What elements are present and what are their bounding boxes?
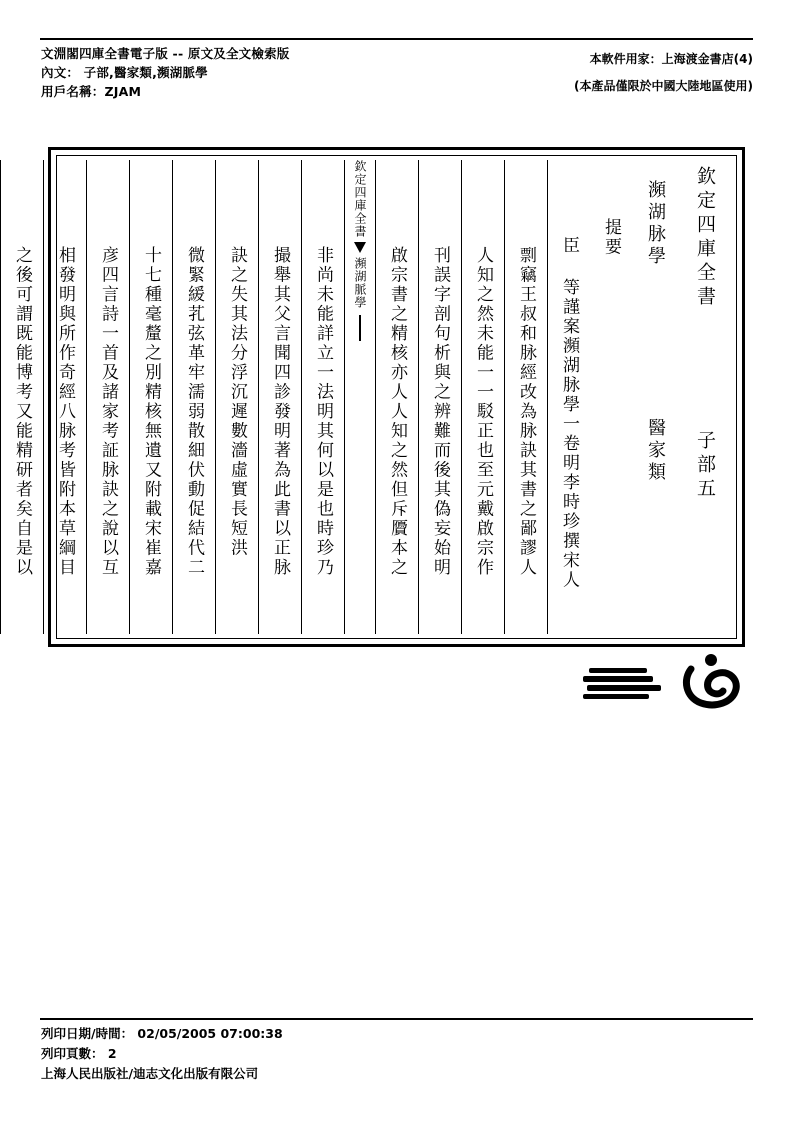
text-column-9: [172, 160, 215, 634]
book-title: 瀕湖脉學: [645, 180, 666, 268]
column-text: 之後可謂既能博考又能精研者矣自是以: [12, 246, 32, 578]
text-column-11: [86, 160, 129, 634]
header-title: 文淵閣四庫全書電子版 -- 原文及全文檢索版: [41, 46, 290, 61]
column-text: 彦四言詩一首及諸家考証脉訣之說以互: [98, 246, 118, 578]
column-text: 啟宗書之精核亦人人知之然但斥贗本之: [387, 246, 407, 578]
header-content-path: 內文： 子部,醫家類,瀕湖脈學: [41, 65, 208, 80]
books-stack-icon: [583, 666, 665, 700]
marker-bar-icon: [359, 315, 361, 341]
text-column-4: [418, 160, 461, 634]
header-right-text: [574, 46, 753, 100]
text-column-12: [43, 160, 86, 634]
column-text: 刊誤字剖句析與之辨難而後其偽妄始明: [430, 246, 450, 578]
column-text: 相發明與所作奇經八脉考皆附本草綱目: [55, 246, 75, 578]
column-page-marker: [344, 160, 375, 634]
page-footer: [41, 1024, 283, 1084]
triangle-marker-icon: [354, 242, 366, 253]
text-column-13: [0, 160, 43, 634]
column-text: 十七種毫釐之別精核無遺又附載宋崔嘉: [141, 246, 161, 578]
header-licensee: 本軟件用家：上海渡金書店(4): [589, 52, 753, 66]
publisher-line: 上海人民出版社/迪志文化出版有限公司: [41, 1066, 259, 1081]
book-category: 醫家類: [645, 418, 666, 484]
footer-divider: [40, 1018, 753, 1020]
text-column-6: [301, 160, 344, 634]
column-section-label: [590, 160, 632, 634]
scanned-page-frame: [12, 147, 745, 647]
text-column-8: [215, 160, 258, 634]
column-book-title: [632, 160, 678, 634]
text-column-3: [461, 160, 504, 634]
vertical-text-columns: [12, 160, 732, 634]
swirl-seal-icon: [681, 653, 741, 709]
print-datetime: 列印日期/時間： 02/05/2005 07:00:38: [41, 1026, 283, 1041]
section-label: 提要: [601, 218, 621, 257]
print-page-count: 列印頁數： 2: [41, 1046, 117, 1061]
page-title-part: 子部五: [694, 430, 716, 502]
header-divider: [40, 38, 753, 40]
page-header: [0, 0, 793, 110]
text-column-7: [258, 160, 301, 634]
column-text: 非尚未能詳立一法明其何以是也時珍乃: [313, 246, 333, 578]
column-text: 臣 等謹案瀕湖脉學一卷明李時珍撰宋人: [559, 236, 579, 590]
header-username: 用戶名稱：ZJAM: [41, 84, 142, 99]
column-text: 訣之失其法分浮沉遲數濇虛實長短洪: [227, 246, 247, 558]
column-text: 撮舉其父言聞四診發明著為此書以正脉: [270, 246, 290, 578]
text-column-2: [504, 160, 547, 634]
header-left-text: [41, 44, 289, 101]
marker-top-label: 欽定四庫全書: [353, 160, 367, 238]
column-title: [678, 160, 732, 634]
text-column-10: [129, 160, 172, 634]
text-column-1: [547, 160, 590, 634]
column-text: 人知之然未能一一駁正也至元戴啟宗作: [473, 246, 493, 578]
text-column-5: [375, 160, 418, 634]
header-region-notice: (本產品僅限於中國大陸地區使用): [574, 79, 753, 93]
page-title: 欽定四庫全書: [694, 166, 716, 310]
column-text: 剽竊王叔和脉經改為脉訣其書之鄙謬人: [516, 246, 536, 578]
marker-book-label: 瀕湖脈學: [353, 257, 367, 309]
column-text: 微緊緩芤弦革牢濡弱散細伏動促結代二: [184, 246, 204, 578]
